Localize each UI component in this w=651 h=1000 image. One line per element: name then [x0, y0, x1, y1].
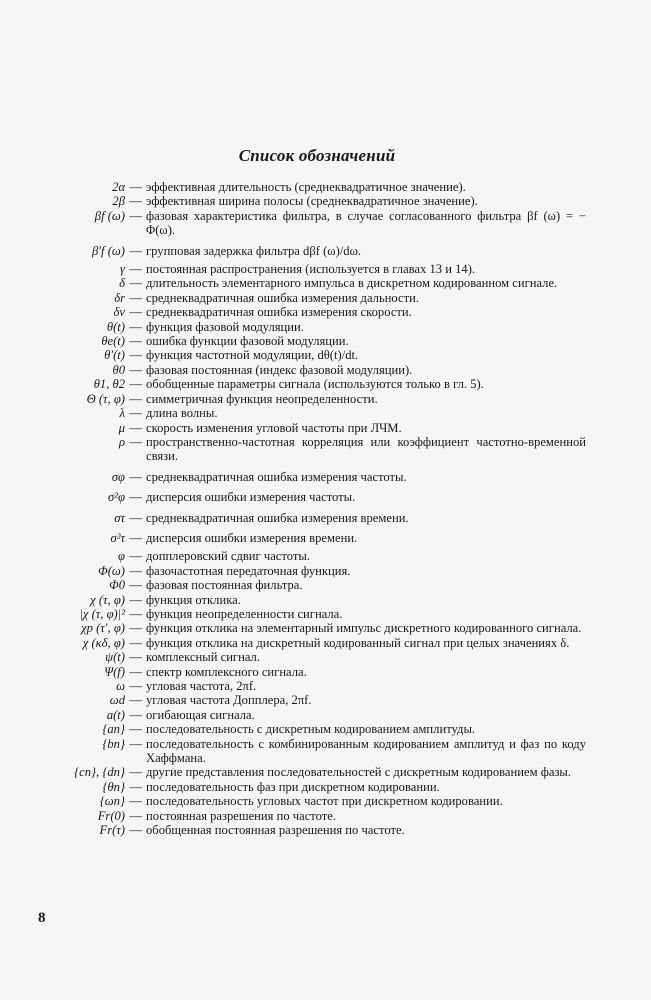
notation-dash: — [129, 362, 142, 377]
notation-dash: — [129, 276, 142, 291]
notation-description: другие представления последовательностей с дискретным кодированием фазы. [146, 765, 572, 780]
notation-dash: — [129, 391, 142, 406]
notation-description: функция отклика. [146, 592, 241, 607]
notation-entry [0, 809, 651, 823]
notation-entry [0, 262, 651, 276]
notation-symbol: στ [114, 510, 125, 525]
notation-symbol: {an} [102, 722, 125, 737]
notation-description: огибающая сигнала. [146, 707, 255, 722]
notation-symbol: χp (τ′, φ) [81, 621, 125, 636]
notation-dash: — [129, 736, 142, 751]
notation-dash: — [129, 794, 142, 809]
notation-symbol: δr [114, 290, 125, 305]
notation-description: последовательность угловых частот при дискретном кодировании. [146, 794, 503, 809]
notation-dash: — [129, 707, 142, 722]
notation-entry [0, 421, 651, 435]
notation-dash: — [129, 243, 142, 258]
notation-description: угловая частота, 2πf. [146, 679, 257, 693]
notation-description: функция отклика на дискретный кодированный сигнал при целых значениях δ. [146, 635, 570, 650]
notation-symbol: 2α [112, 180, 125, 194]
notation-dash: — [129, 650, 142, 665]
notation-dash: — [129, 194, 142, 209]
notation-description: пространственно-частотная корреляция или коэффициент частотно-временной связи. [146, 434, 586, 464]
notation-description: функция фазовой модуляции. [146, 319, 304, 334]
notation-entry [0, 180, 651, 194]
notation-dash: — [129, 377, 142, 392]
notation-description: фазовая характеристика фильтра, в случае согласованного фильтра βf (ω) = − Φ(ω). [146, 208, 586, 238]
notation-dash: — [129, 679, 142, 693]
notation-description: функция неопределенности сигнала. [146, 606, 343, 621]
notation-dash: — [129, 621, 142, 636]
notation-description: среднеквадратичная ошибка измерения скорости. [146, 305, 412, 320]
notation-entry [0, 578, 651, 592]
notation-dash: — [129, 469, 142, 484]
notation-entry [0, 194, 651, 208]
notation-entry [0, 549, 651, 563]
notation-description: фазовая постоянная фильтра. [146, 578, 303, 593]
notation-entry [0, 607, 651, 621]
notation-dash: — [129, 180, 142, 194]
notation-entry [0, 708, 651, 722]
notation-entry [0, 470, 651, 484]
notation-symbol: Θ (τ, φ) [86, 391, 125, 406]
notation-entry [0, 406, 651, 420]
notation-description: угловая частота Допплера, 2πf. [146, 693, 312, 708]
notation-symbol: {cn}, {dn} [74, 765, 125, 780]
notation-symbol: γ [120, 262, 125, 277]
notation-description: дисперсия ошибки измерения времени. [146, 530, 358, 545]
notation-entry [0, 305, 651, 319]
notation-dash: — [129, 290, 142, 305]
notation-entry [0, 435, 651, 464]
notation-description: спектр комплексного сигнала. [146, 664, 307, 679]
notation-entry [0, 722, 651, 736]
notation-dash: — [129, 606, 142, 621]
notation-symbol: ω [116, 679, 125, 693]
notation-description: длина волны. [146, 406, 218, 421]
notation-entry [0, 650, 651, 664]
notation-entry [0, 244, 651, 258]
notation-dash: — [129, 319, 142, 334]
notation-description: комплексный сигнал. [146, 650, 260, 665]
notation-dash: — [129, 693, 142, 708]
notation-symbol: δv [113, 305, 125, 320]
notation-symbol: a(t) [106, 707, 125, 722]
notation-entry [0, 765, 651, 779]
notation-symbol: μ [118, 420, 125, 435]
notation-symbol: βf (ω) [94, 208, 125, 223]
notation-entry [0, 621, 651, 635]
notation-dash: — [129, 434, 142, 449]
notation-symbol: θ′(t) [104, 348, 125, 363]
notation-symbol: ρ [118, 434, 125, 449]
notation-symbol: σ²φ [108, 490, 125, 505]
notation-description: функция отклика на элементарный импульс дискретного кодированного сигнала. [146, 621, 582, 636]
notation-entry [0, 737, 651, 766]
notation-symbol: β′f (ω) [92, 243, 125, 258]
page-title: Список обозначений [238, 146, 396, 165]
notation-list [0, 180, 651, 837]
notation-entry [0, 780, 651, 794]
notation-symbol: θ0 [112, 362, 125, 377]
notation-symbol: {θn} [102, 779, 125, 794]
notation-entry [0, 693, 651, 707]
notation-description: ошибка функции фазовой модуляции. [146, 334, 349, 349]
notation-symbol: χ (τ, φ) [90, 592, 125, 607]
notation-symbol: φ [118, 549, 125, 564]
notation-description: обобщенные параметры сигнала (используются только в гл. 5). [146, 377, 484, 392]
notation-dash: — [129, 664, 142, 679]
notation-symbol: Fr(0) [97, 808, 125, 823]
notation-symbol: λ [119, 406, 125, 421]
notation-symbol: δ [119, 276, 125, 291]
notation-description: длительность элементарного импульса в дискретном кодированном сигнале. [146, 276, 558, 291]
notation-description: эффективная длительность (среднеквадратичное значение). [146, 180, 466, 194]
notation-symbol: θe(t) [101, 334, 125, 349]
notation-entry [0, 209, 651, 238]
notation-description: групповая задержка фильтра dβf (ω)/dω. [146, 243, 362, 258]
notation-entry [0, 531, 651, 545]
notation-description: последовательность фаз при дискретном кодировании. [146, 779, 440, 794]
notation-description: дисперсия ошибки измерения частоты. [146, 490, 356, 505]
notation-symbol: ψ(t) [105, 650, 125, 665]
notation-entry [0, 794, 651, 808]
notation-description: среднеквадратичная ошибка измерения времени. [146, 510, 409, 525]
notation-symbol: σ²τ [110, 530, 125, 545]
notation-dash: — [129, 635, 142, 650]
notation-dash: — [129, 490, 142, 505]
notation-dash: — [129, 779, 142, 794]
notation-entry [0, 511, 651, 525]
notation-description: допплеровский сдвиг частоты. [146, 549, 310, 564]
notation-dash: — [129, 420, 142, 435]
notation-entry [0, 363, 651, 377]
notation-entry [0, 823, 651, 837]
notation-dash: — [129, 348, 142, 363]
notation-description: постоянная распространения (используется в главах 13 и 14). [146, 262, 476, 277]
notation-entry [0, 392, 651, 406]
notation-dash: — [129, 578, 142, 593]
notation-symbol: |χ (τ, φ)|² [79, 606, 125, 621]
notation-dash: — [129, 530, 142, 545]
notation-dash: — [129, 808, 142, 823]
notation-description: фазовая постоянная (индекс фазовой модуляции). [146, 362, 413, 377]
page-number: 8 [38, 910, 46, 926]
notation-entry [0, 320, 651, 334]
notation-entry [0, 348, 651, 362]
notation-symbol: θ(t) [106, 319, 125, 334]
notation-dash: — [129, 592, 142, 607]
notation-symbol: θ1, θ2 [93, 377, 125, 392]
notation-dash: — [129, 765, 142, 780]
notation-dash: — [129, 208, 142, 223]
notation-description: среднеквадратичная ошибка измерения дальности. [146, 290, 420, 305]
notation-entry [0, 636, 651, 650]
notation-entry [0, 665, 651, 679]
notation-dash: — [129, 722, 142, 737]
notation-dash: — [129, 823, 142, 838]
notation-description: обобщенная постоянная разрешения по частоте. [146, 823, 405, 838]
notation-symbol: ωd [109, 693, 125, 708]
notation-description: постоянная разрешения по частоте. [146, 808, 337, 823]
notation-description: фазочастотная передаточная функция. [146, 563, 351, 578]
notation-entry [0, 564, 651, 578]
notation-description: среднеквадратичная ошибка измерения частоты. [146, 469, 407, 484]
notation-symbol: Ψ(f) [104, 664, 125, 679]
notation-description: симметричная функция неопределенности. [146, 391, 378, 406]
notation-dash: — [129, 510, 142, 525]
notation-symbol: χ (κδ, φ) [82, 635, 125, 650]
notation-entry [0, 276, 651, 290]
notation-symbol: Φ0 [109, 578, 125, 593]
notation-dash: — [129, 563, 142, 578]
notation-symbol: 2β [112, 194, 125, 209]
notation-symbol: {ωn} [99, 794, 125, 809]
notation-entry [0, 291, 651, 305]
notation-symbol: Fr(τ) [99, 823, 125, 838]
notation-symbol: Φ(ω) [98, 563, 125, 578]
notation-symbol: σφ [111, 469, 125, 484]
notation-dash: — [129, 406, 142, 421]
notation-entry [0, 490, 651, 504]
notation-dash: — [129, 305, 142, 320]
notation-entry [0, 679, 651, 693]
notation-description: последовательность с комбинированным кодированием амплитуд и фаз по коду Хаффмана. [146, 736, 586, 766]
notation-entry [0, 593, 651, 607]
notation-symbol: {bn} [102, 736, 125, 751]
notation-description: скорость изменения угловой частоты при ЛЧМ. [146, 420, 402, 435]
notation-dash: — [129, 549, 142, 564]
notation-dash: — [129, 334, 142, 349]
notation-description: последовательность с дискретным кодированием амплитуды. [146, 722, 476, 737]
notation-entry [0, 377, 651, 391]
notation-entry [0, 334, 651, 348]
notation-description: функция частотной модуляции, dθ(t)/dt. [146, 348, 359, 363]
notation-description: эффективная ширина полосы (среднеквадратичное значение). [146, 194, 478, 209]
notation-dash: — [129, 262, 142, 277]
